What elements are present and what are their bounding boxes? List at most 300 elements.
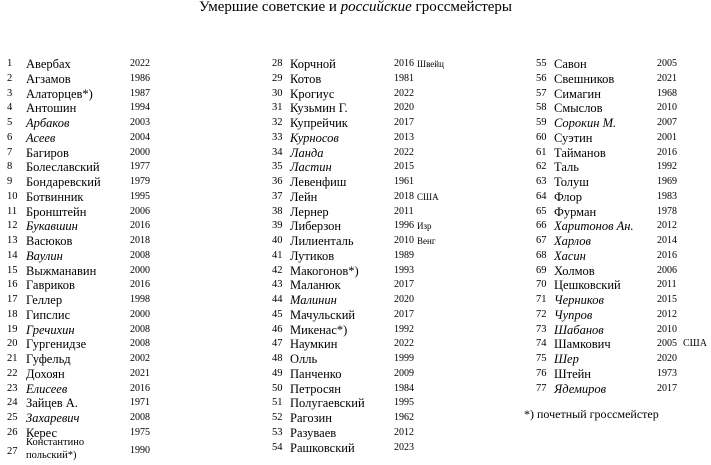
item-year: 2011	[657, 279, 677, 291]
list-item-44	[272, 293, 447, 307]
item-name: Лернер	[290, 204, 329, 219]
item-name: Рашковский	[290, 440, 355, 455]
item-year: 2016	[130, 382, 150, 394]
list-item-64	[536, 190, 711, 204]
list-item-14	[7, 249, 182, 263]
item-number: 72	[536, 308, 547, 320]
item-name: Панченко	[290, 366, 342, 381]
item-year: 1989	[394, 249, 414, 261]
item-year: 2016	[657, 249, 677, 261]
item-year: 1962	[394, 412, 414, 423]
title-part-3: гроссмейстеры	[411, 0, 513, 15]
item-year: 2010	[657, 323, 677, 335]
item-year: 2020	[394, 294, 414, 305]
item-number: 36	[272, 176, 283, 187]
list-item-18	[7, 308, 182, 322]
item-number: 51	[272, 397, 283, 409]
list-item-62	[536, 160, 711, 174]
item-year: 1971	[130, 397, 150, 409]
item-year: 2016	[394, 58, 414, 69]
list-item-60	[536, 131, 711, 145]
list-item-57	[536, 87, 711, 101]
list-item-8	[7, 160, 182, 174]
item-name: Ботвинник	[26, 189, 84, 204]
item-year: 2017	[394, 117, 414, 128]
item-number: 38	[272, 205, 283, 217]
item-name: Купрейчик	[290, 116, 348, 130]
item-year: 2022	[394, 338, 414, 350]
item-name: Крогиус	[290, 86, 335, 101]
list-item-15	[7, 264, 182, 278]
item-year: 1969	[657, 176, 677, 187]
item-number: 77	[536, 382, 547, 394]
list-item-75	[536, 352, 711, 366]
item-year: 2022	[394, 146, 414, 158]
item-year: 2002	[130, 353, 150, 364]
item-year: 2022	[130, 58, 150, 69]
item-year: 2007	[657, 117, 677, 128]
item-year: 2000	[130, 308, 150, 320]
list-item-9	[7, 175, 182, 189]
item-name: Багиров	[26, 145, 69, 160]
item-name: Наумкин	[290, 337, 338, 352]
item-name: Олль	[290, 352, 318, 366]
item-year: 2017	[657, 382, 677, 394]
list-item-74	[536, 337, 711, 351]
item-year: 2005	[657, 58, 677, 69]
item-name: Сорокин М.	[554, 116, 617, 130]
item-number: 31	[272, 102, 283, 114]
item-year: 1995	[130, 190, 150, 202]
item-country-note: Изр	[417, 221, 432, 232]
list-item-2	[7, 72, 182, 86]
item-year: 1994	[130, 102, 150, 114]
item-name: Тайманов	[554, 145, 606, 160]
item-name: Авербах	[26, 57, 71, 71]
list-item-56	[536, 72, 711, 86]
item-number: 8	[7, 161, 13, 173]
item-number: 52	[272, 412, 283, 423]
list-item-76	[536, 367, 711, 381]
item-year: 2015	[657, 294, 677, 305]
item-year: 2021	[130, 367, 150, 379]
list-item-49	[272, 367, 447, 381]
item-name: Флор	[554, 189, 582, 204]
item-number: 66	[536, 220, 547, 232]
list-item-24	[7, 396, 182, 410]
item-number: 56	[536, 72, 547, 84]
list-item-27	[7, 437, 177, 465]
list-item-63	[536, 175, 711, 189]
item-number: 49	[272, 367, 283, 379]
item-name: Гречихин	[26, 322, 75, 337]
item-name: Шер	[554, 352, 579, 366]
item-number: 63	[536, 176, 547, 187]
item-year: 2013	[394, 131, 414, 143]
list-item-59	[536, 116, 711, 130]
item-year: 2023	[394, 441, 414, 453]
item-number: 37	[272, 190, 283, 202]
item-name: Полугаевский	[290, 396, 365, 411]
list-item-12	[7, 219, 182, 233]
item-number: 33	[272, 131, 283, 143]
item-name: Макогонов*)	[290, 263, 359, 278]
item-number: 12	[7, 220, 18, 232]
item-name: Бронштейн	[26, 204, 87, 219]
item-name: Зайцев А.	[26, 396, 78, 411]
list-item-77	[536, 382, 711, 396]
item-number: 2	[7, 72, 13, 84]
item-year: 2016	[130, 220, 150, 232]
item-number: 64	[536, 190, 547, 202]
list-item-45	[272, 308, 447, 322]
item-year: 2012	[394, 426, 414, 438]
item-year: 2010	[657, 102, 677, 114]
list-item-13	[7, 234, 182, 248]
item-name: Харлов	[554, 234, 591, 248]
list-item-3	[7, 87, 182, 101]
item-name: Букавшин	[26, 219, 78, 234]
item-name: Цешковский	[554, 278, 621, 293]
list-item-36	[272, 175, 447, 189]
list-item-32	[272, 116, 447, 130]
list-item-29	[272, 72, 447, 86]
item-year: 2008	[130, 338, 150, 350]
item-number: 29	[272, 72, 283, 84]
item-year: 1968	[657, 87, 677, 99]
list-item-46	[272, 323, 447, 337]
item-number: 46	[272, 323, 283, 335]
item-number: 17	[7, 294, 18, 305]
item-year: 2006	[130, 205, 150, 217]
list-item-54	[272, 441, 447, 455]
item-name: Петросян	[290, 381, 341, 396]
item-number: 15	[7, 264, 18, 276]
item-year: 1990	[130, 445, 150, 456]
item-number: 67	[536, 235, 547, 246]
item-name: Гуфельд	[26, 352, 71, 366]
item-name: Лутиков	[290, 248, 335, 263]
list-item-31	[272, 101, 447, 115]
item-number: 7	[7, 146, 13, 158]
item-name: Разуваев	[290, 425, 337, 440]
item-year: 1981	[394, 72, 414, 84]
item-number: 16	[7, 279, 18, 291]
item-year: 2018	[130, 235, 150, 246]
item-name: Кузьмин Г.	[290, 101, 348, 116]
item-number: 3	[7, 87, 13, 99]
item-name: Ядемиров	[554, 381, 607, 396]
item-name: Холмов	[554, 263, 595, 278]
item-year: 1961	[394, 176, 414, 187]
list-item-40	[272, 234, 447, 248]
item-number: 59	[536, 117, 547, 128]
item-number: 61	[536, 146, 547, 158]
item-number: 1	[7, 58, 13, 69]
list-item-10	[7, 190, 182, 204]
list-item-48	[272, 352, 447, 366]
item-name: Симагин	[554, 86, 601, 101]
item-name: Ластин	[290, 160, 332, 175]
item-year: 1977	[130, 161, 150, 173]
item-year: 1999	[394, 353, 414, 364]
item-number: 4	[7, 102, 13, 114]
item-number: 69	[536, 264, 547, 276]
item-year: 2014	[657, 235, 677, 246]
item-name: Гургенидзе	[26, 337, 87, 352]
list-item-11	[7, 205, 182, 219]
list-item-73	[536, 323, 711, 337]
item-year: 2009	[394, 367, 414, 379]
list-item-21	[7, 352, 182, 366]
item-name: Асеев	[26, 130, 56, 145]
item-year: 1998	[130, 294, 150, 305]
item-year: 2022	[394, 87, 414, 99]
item-number: 28	[272, 58, 283, 69]
item-year: 2015	[394, 161, 414, 173]
item-year: 2001	[657, 131, 677, 143]
item-country-note: США	[683, 338, 707, 350]
item-number: 22	[7, 367, 18, 379]
item-number: 18	[7, 308, 18, 320]
list-item-6	[7, 131, 182, 145]
item-name-line-2: польский*)	[26, 450, 77, 461]
item-number: 24	[7, 397, 18, 409]
item-number: 62	[536, 161, 547, 173]
item-number: 6	[7, 131, 13, 143]
item-name: Свешников	[554, 71, 615, 86]
item-name: Левенфиш	[290, 175, 347, 189]
item-year: 2020	[657, 353, 677, 364]
list-item-58	[536, 101, 711, 115]
item-number: 73	[536, 323, 547, 335]
item-name: Микенас*)	[290, 322, 348, 337]
list-item-52	[272, 411, 447, 425]
list-item-50	[272, 382, 447, 396]
item-name: Котов	[290, 71, 322, 86]
item-number: 47	[272, 338, 283, 350]
title-part-2: российские	[340, 0, 412, 15]
item-year: 1986	[130, 72, 150, 84]
item-number: 34	[272, 146, 283, 158]
list-item-61	[536, 146, 711, 160]
item-number: 53	[272, 426, 283, 438]
item-number: 65	[536, 205, 547, 217]
item-number: 40	[272, 235, 283, 246]
item-number: 70	[536, 279, 547, 291]
item-name: Геллер	[26, 293, 63, 307]
item-year: 2008	[130, 412, 150, 423]
list-item-1	[7, 57, 182, 71]
item-number: 23	[7, 382, 18, 394]
item-name: Васюков	[26, 234, 73, 248]
item-name: Чупров	[554, 307, 593, 322]
item-year: 1993	[394, 264, 414, 276]
item-number: 68	[536, 249, 547, 261]
item-number: 43	[272, 279, 283, 291]
item-name: Шамкович	[554, 337, 611, 352]
item-name: Суэтин	[554, 130, 593, 145]
item-name: Агзамов	[26, 71, 71, 86]
item-number: 75	[536, 353, 547, 364]
item-name: Толуш	[554, 175, 589, 189]
item-year: 2017	[394, 279, 414, 291]
list-item-53	[272, 426, 447, 440]
item-number: 71	[536, 294, 547, 305]
item-number: 21	[7, 353, 18, 364]
item-name: Черников	[554, 293, 604, 307]
list-item-37	[272, 190, 447, 204]
item-name: Болеславский	[26, 160, 100, 175]
item-number: 13	[7, 235, 18, 246]
item-name: Ланда	[290, 145, 324, 160]
item-year: 1996	[394, 220, 414, 232]
item-year: 2006	[657, 264, 677, 276]
item-country-note: Швейц	[417, 59, 444, 69]
item-name: Мачульский	[290, 307, 356, 322]
item-name: Савон	[554, 57, 587, 71]
item-year: 1979	[130, 176, 150, 187]
item-name: Елисеев	[26, 381, 68, 396]
item-year: 2012	[657, 220, 677, 232]
item-year: 2008	[130, 323, 150, 335]
item-number: 35	[272, 161, 283, 173]
item-name: Штейн	[554, 366, 591, 381]
item-number: 74	[536, 338, 547, 350]
item-name: Фурман	[554, 204, 597, 219]
list-item-72	[536, 308, 711, 322]
list-item-38	[272, 205, 447, 219]
item-year: 1995	[394, 397, 414, 409]
item-year: 1973	[657, 367, 677, 379]
list-item-71	[536, 293, 711, 307]
list-item-4	[7, 101, 182, 115]
item-number: 20	[7, 338, 18, 350]
list-item-66	[536, 219, 711, 233]
item-year: 1975	[130, 426, 150, 438]
item-name: Дохоян	[26, 366, 65, 381]
item-number: 26	[7, 426, 18, 438]
item-number: 58	[536, 102, 547, 114]
page-title	[0, 0, 711, 16]
item-year: 1984	[394, 382, 414, 394]
item-name: Ваулин	[26, 248, 63, 263]
list-item-65	[536, 205, 711, 219]
list-item-33	[272, 131, 447, 145]
item-year: 1978	[657, 205, 677, 217]
item-name: Шабанов	[554, 322, 604, 337]
list-item-47	[272, 337, 447, 351]
item-name: Выжманавин	[26, 263, 97, 278]
title-part-1: Умершие советские и	[198, 0, 341, 15]
list-item-42	[272, 264, 447, 278]
item-name: Таль	[554, 160, 579, 175]
list-item-55	[536, 57, 711, 71]
item-number: 10	[7, 190, 18, 202]
list-item-34	[272, 146, 447, 160]
item-year: 2000	[130, 264, 150, 276]
item-name: Курносов	[290, 130, 339, 145]
item-name: Рагозин	[290, 411, 332, 425]
item-year: 2003	[130, 117, 150, 128]
item-year: 2020	[394, 102, 414, 114]
item-year: 2004	[130, 131, 150, 143]
list-item-70	[536, 278, 711, 292]
item-year: 2021	[657, 72, 677, 84]
item-number: 45	[272, 308, 283, 320]
item-number: 14	[7, 249, 18, 261]
list-item-41	[272, 249, 447, 263]
list-item-43	[272, 278, 447, 292]
item-year: 1992	[657, 161, 677, 173]
item-name: Лилиенталь	[290, 234, 354, 248]
item-name: Хасин	[554, 248, 586, 263]
item-number: 5	[7, 117, 13, 128]
item-number: 50	[272, 382, 283, 394]
item-name-line-1: Константино	[26, 437, 85, 448]
item-number: 32	[272, 117, 283, 128]
item-year: 2010	[394, 235, 414, 246]
item-name: Арбаков	[26, 116, 70, 130]
item-name: Смыслов	[554, 101, 603, 116]
item-name: Гипслис	[26, 307, 71, 322]
item-year: 2016	[130, 279, 150, 291]
item-number: 44	[272, 294, 283, 305]
item-name: Гавриков	[26, 278, 75, 293]
list-item-20	[7, 337, 182, 351]
item-name: Харитонов Ан.	[554, 219, 634, 234]
list-item-19	[7, 323, 182, 337]
item-number: 54	[272, 441, 283, 453]
item-year: 2017	[394, 308, 414, 320]
list-item-30	[272, 87, 447, 101]
list-item-69	[536, 264, 711, 278]
item-year: 2011	[394, 205, 414, 217]
list-item-5	[7, 116, 182, 130]
item-name: Малинин	[290, 293, 337, 307]
item-number: 76	[536, 367, 547, 379]
item-year: 2008	[130, 249, 150, 261]
item-name: Захаревич	[26, 411, 80, 425]
item-name: Корчной	[290, 57, 336, 71]
item-number: 48	[272, 353, 283, 364]
item-name: Маланюк	[290, 278, 341, 293]
item-number: 11	[7, 205, 18, 217]
item-number: 42	[272, 264, 283, 276]
item-year: 1983	[657, 190, 677, 202]
item-country-note: Венг	[417, 236, 436, 246]
item-name: Либерзон	[290, 219, 342, 234]
list-item-25	[7, 411, 182, 425]
item-year: 2018	[394, 190, 414, 202]
item-year: 2005	[657, 338, 677, 350]
item-number: 27	[7, 446, 18, 457]
item-number: 41	[272, 249, 283, 261]
list-item-17	[7, 293, 182, 307]
list-item-35	[272, 160, 447, 174]
item-number: 55	[536, 58, 547, 69]
list-item-28	[272, 57, 447, 71]
item-number: 39	[272, 220, 283, 232]
item-year: 2012	[657, 308, 677, 320]
item-year: 2000	[130, 146, 150, 158]
list-item-39	[272, 219, 447, 233]
list-item-67	[536, 234, 711, 248]
item-year: 1987	[130, 87, 150, 99]
list-item-7	[7, 146, 182, 160]
list-item-16	[7, 278, 182, 292]
item-country-note: США	[417, 191, 439, 202]
